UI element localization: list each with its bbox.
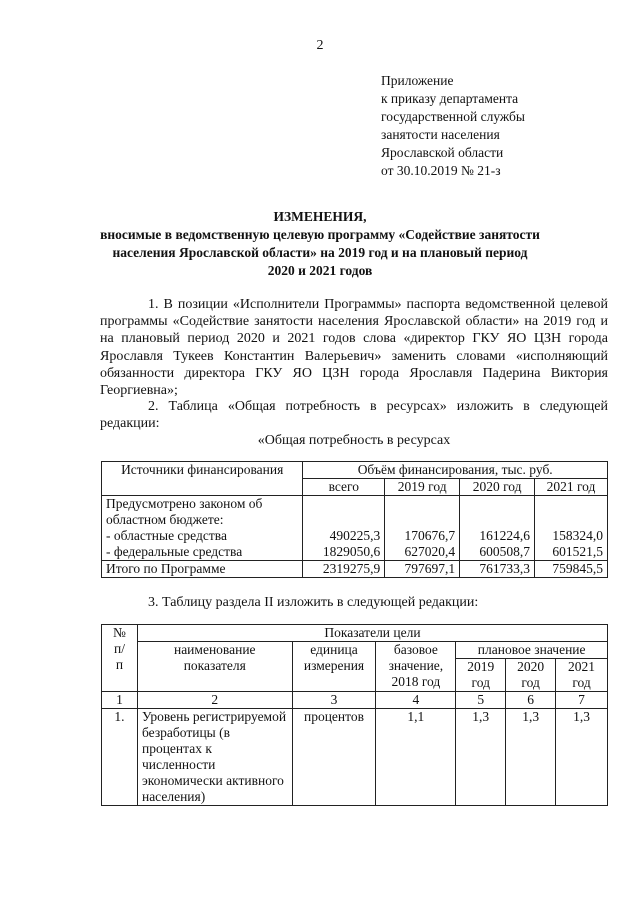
value: 627020,4 <box>404 544 456 559</box>
col-number: 3 <box>292 692 376 709</box>
header-no: № п/п <box>102 625 138 692</box>
header-2021: 2021 год <box>556 659 608 692</box>
appendix-block <box>381 72 525 180</box>
title-line: вносимые в ведомственную целевую программу «Содействие занятости <box>100 227 540 242</box>
header-volume: Объём финансирования, тыс. руб. <box>303 462 608 479</box>
value: 170676,7 <box>404 528 456 543</box>
paragraph-3-text: 3. Таблицу раздела II изложить в следующей редакции: <box>148 595 479 610</box>
paragraph-3 <box>100 594 608 611</box>
appendix-line: государственной службы <box>381 109 525 124</box>
row-number: 1. <box>102 709 138 806</box>
indicator-2021: 1,3 <box>556 709 608 806</box>
header-2020: 2020 год <box>506 659 556 692</box>
title-line: 2020 и 2021 годов <box>267 263 373 278</box>
paragraph-1 <box>100 296 608 399</box>
value: 161224,6 <box>479 528 531 543</box>
header-base: базовое значение, 2018 год <box>376 642 456 692</box>
header-2019: 2019 год <box>456 659 506 692</box>
header-total: всего <box>303 479 385 496</box>
appendix-line: занятости населения <box>381 127 500 142</box>
resources-table <box>101 461 608 578</box>
paragraph-2 <box>100 398 608 432</box>
appendix-line: Ярославской области <box>381 145 504 160</box>
value: 158324,0 <box>552 528 603 543</box>
total-cell <box>303 496 385 561</box>
value: 759845,5 <box>535 561 608 578</box>
paragraph-2-text: 2. Таблица «Общая потребность в ресурсах» изложить в следующей редакции: <box>100 399 608 432</box>
col-number: 4 <box>376 692 456 709</box>
title-line: ИЗМЕНЕНИЯ, <box>273 209 367 224</box>
appendix-line: от 30.10.2019 № 21-з <box>381 163 501 178</box>
indicator-2020: 1,3 <box>506 709 556 806</box>
table-row <box>102 709 608 806</box>
value: 1829050,6 <box>322 544 381 559</box>
col-number: 2 <box>137 692 292 709</box>
table-row <box>102 496 608 561</box>
federal-label: - федеральные средства <box>106 544 243 559</box>
header-unit: единица измерения <box>292 642 376 692</box>
table-row <box>102 561 608 578</box>
header-targets: Показатели цели <box>137 625 607 642</box>
header-source: Источники финансирования <box>102 462 303 496</box>
indicator-name: Уровень регистрируемой безработицы (в процентах к численности экономически активного населения) <box>137 709 292 806</box>
paragraph-1-text: 1. В позиции «Исполнители Программы» паспорта ведомственной целевой программы «Содействие занятости населения Ярославской области» на 2019 год и на плановый период 2020 и 2021 годов слова «директор ГКУ ЯО ЦЗН города Ярославля Тукеев Константин Валерьевич» заменить словами «исполняющий обязанности директора ГКУ ЯО ЦЗН города Ярославля Падерина Виктория Георгиевна»; <box>100 297 608 399</box>
column-numbers-row <box>102 692 608 709</box>
value: 490225,3 <box>329 528 381 543</box>
budget-law-label: Предусмотрено законом об областном бюджете: <box>106 496 263 527</box>
appendix-line: Приложение <box>381 73 454 88</box>
appendix-line: к приказу департамента <box>381 91 519 106</box>
value: 2319275,9 <box>303 561 385 578</box>
header-2021: 2021 год <box>535 479 608 496</box>
y2020-cell <box>460 496 535 561</box>
indicators-table <box>101 624 608 806</box>
table1-caption: «Общая потребность в ресурсах <box>257 433 451 448</box>
page-number: 2 <box>316 38 324 53</box>
col-number: 6 <box>506 692 556 709</box>
title-line: населения Ярославской области» на 2019 год и на плановый период <box>112 245 528 260</box>
value: 601521,5 <box>552 544 603 559</box>
value: 761733,3 <box>460 561 535 578</box>
header-plan: плановое значение <box>456 642 608 659</box>
budget-label-cell <box>102 496 303 561</box>
y2019-cell <box>385 496 460 561</box>
document-title <box>90 208 550 280</box>
total-label: Итого по Программе <box>102 561 303 578</box>
indicator-2019: 1,3 <box>456 709 506 806</box>
value: 600508,7 <box>479 544 531 559</box>
col-number: 1 <box>102 692 138 709</box>
header-name: наименование показателя <box>137 642 292 692</box>
indicator-unit: процентов <box>292 709 376 806</box>
y2021-cell <box>535 496 608 561</box>
header-2019: 2019 год <box>385 479 460 496</box>
header-2020: 2020 год <box>460 479 535 496</box>
col-number: 5 <box>456 692 506 709</box>
regional-label: - областные средства <box>106 528 227 543</box>
indicator-base: 1,1 <box>376 709 456 806</box>
col-number: 7 <box>556 692 608 709</box>
value: 797697,1 <box>385 561 460 578</box>
